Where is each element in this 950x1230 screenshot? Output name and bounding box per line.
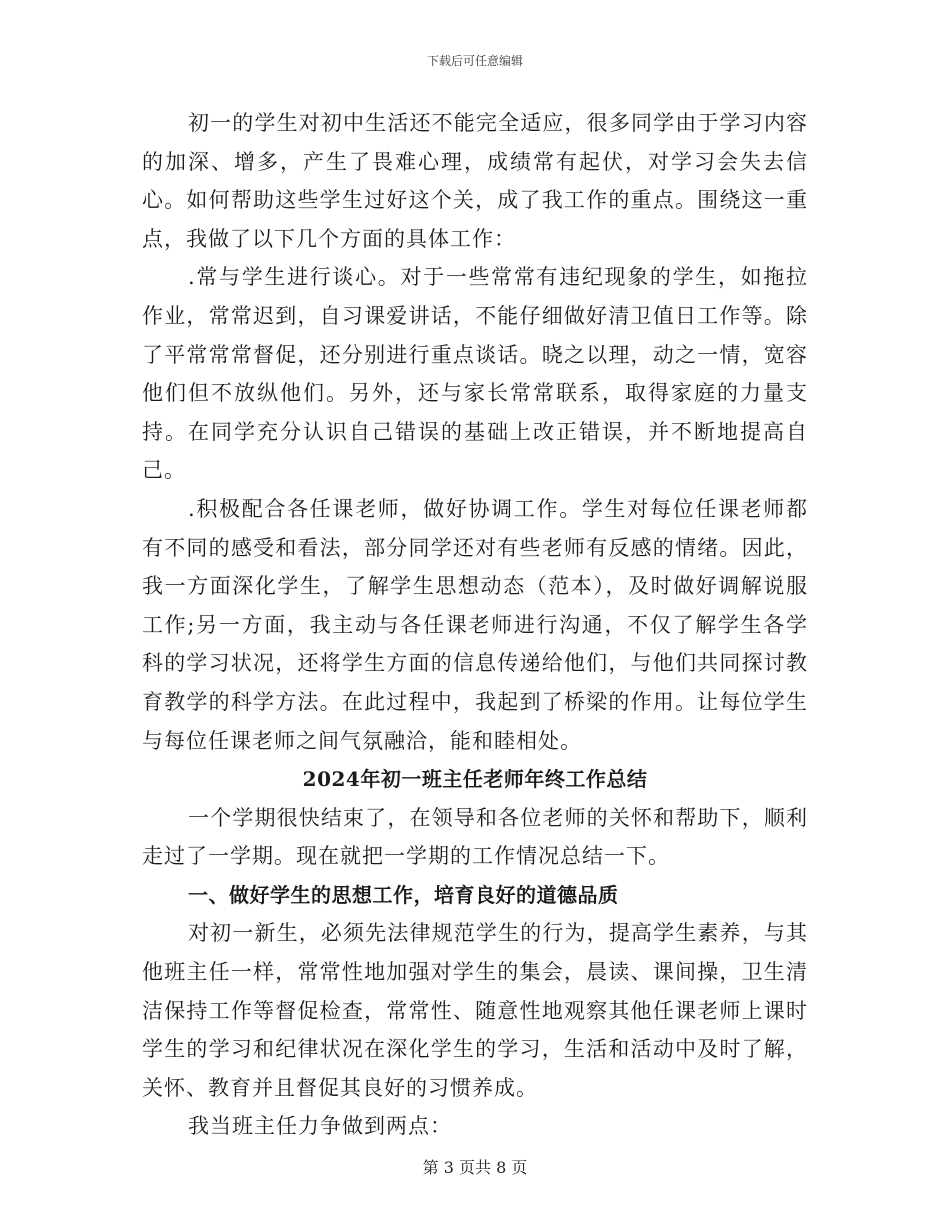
section-paragraph: 对初一新生，必须先法律规范学生的行为，提高学生素养，与其他班主任一样，常常性地加强对学生的集会，晨读、课间操，卫生清洁保持工作等督促检查，常常性、随意性地观察其他任课老师上课时学生的学习和纪律状况在深化学生的学习，生活和活动中及时了解，关怀、教育并且督促其良好的习惯养成。 xyxy=(142,921,808,1100)
paragraph-1: 初一的学生对初中生活还不能完全适应，很多同学由于学习内容的加深、增多，产生了畏难心理，成绩常有起伏，对学习会失去信心。如何帮助这些学生过好这个关，成了我工作的重点。围绕这一重点，我做了以下几个方面的具体工作： xyxy=(142,111,808,251)
paragraph-3: .积极配合各任课老师，做好协调工作。学生对每位任课老师都有不同的感受和看法，部分同学还对有些老师有反感的情绪。因此，我一方面深化学生，了解学生思想动态（范本），及时做好调解说服工作;另一方面，我主动与各任课老师进行沟通，不仅了解学生各学科的学习状况，还将学生方面的信息传递给他们，与他们共同探讨教育教学的科学方法。在此过程中，我起到了桥梁的作用。让每位学生与每位任课老师之间气氛融洽，能和睦相处。 xyxy=(142,496,808,753)
page-number: 第 3 页共 8 页 xyxy=(422,1158,528,1177)
section-heading: 一、做好学生的思想工作，培育良好的道德品质 xyxy=(188,882,619,907)
intro-paragraph: 一个学期很快结束了，在领导和各位老师的关怀和帮助下，顺利走过了一学期。现在就把一学期的工作情况总结一下。 xyxy=(142,805,808,869)
paragraph-2: .常与学生进行谈心。对于一些常常有违纪现象的学生，如拖拉作业，常常迟到，自习课爱讲话，不能仔细做好清卫值日工作等。除了平常常常督促，还分别进行重点谈话。晓之以理，动之一情，宽容他们但不放纵他们。另外，还与家长常常联系，取得家庭的力量支持。在同学充分认识自己错误的基础上改正错误，并不断地提高自己。 xyxy=(142,265,808,483)
closing-paragraph: 我当班主任力争做到两点： xyxy=(188,1114,452,1139)
document-title: 2024年初一班主任老师年终工作总结 xyxy=(302,767,648,792)
document-body xyxy=(142,104,808,1146)
page-header-note: 下载后可任意编辑 xyxy=(426,54,523,68)
